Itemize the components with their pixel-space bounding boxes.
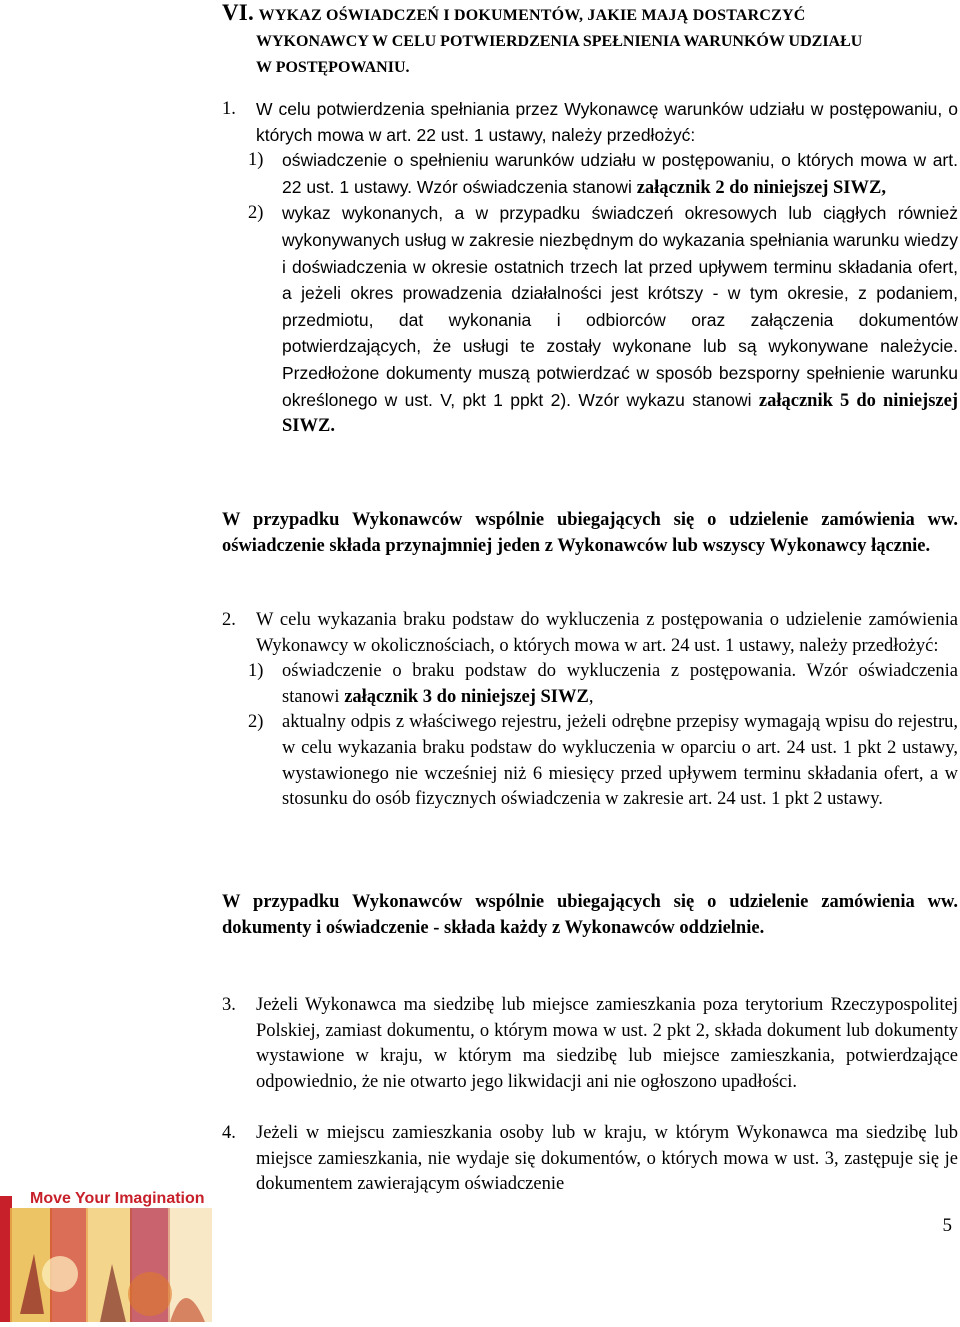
heading-number: VI. (222, 0, 254, 25)
page-number: 5 (942, 1215, 952, 1236)
section-4 (222, 1121, 958, 1198)
section-2-item-2-number: 2) (248, 712, 264, 733)
section-1-item-1-text: oświadczenie o spełnieniu warunków udziału w postępowaniu, o których mowa w art. 22 ust. 1 ustawy. Wzór oświadczenia stanowi (282, 150, 958, 197)
section-2-item-2: aktualny odpis z właściwego rejestru, jeżeli odrębne przepisy wymagają wpisu do rejestru, w celu wykazania braku podstaw do wykluczenia w oparciu o art. 24 ust. 1 pkt 2 ustawy, wystawionego nie wcześniej niż 6 miesięcy przed upływem terminu składania ofert, a w stosunku do osób fizycznych oświadczenia w zakresie art. 24 ust. 1 pkt 2 ustawy. (282, 712, 958, 810)
section-1-item-1-number: 1) (248, 150, 264, 171)
note-1: W przypadku Wykonawców wspólnie ubiegających się o udzielenie zamówienia ww. oświadczenie składa przynajmniej jeden z Wykonawców lub wszyscy Wykonawcy łącznie. (222, 510, 958, 556)
section-2 (222, 608, 958, 813)
section-1 (222, 97, 958, 440)
section-1-intro: W celu potwierdzenia spełniania przez Wykonawcę warunków udziału w postępowaniu, o których mowa w art. 22 ust. 1 ustawy, należy przedłożyć: (256, 99, 958, 145)
section-1-item-1-bold: załącznik 2 do niniejszej SIWZ, (636, 177, 886, 198)
section-2-intro: W celu wykazania braku podstaw do wykluczenia z postępowania o udzielenie zamówienia Wykonawcy w okolicznościach, o których mowa w art. 24 ust. 1 ustawy, należy przedłożyć: (256, 610, 958, 656)
section-1-item-2-bold: załącznik 5 do niniejszej SIWZ. (282, 390, 958, 437)
section-3-text: Jeżeli Wykonawca ma siedzibę lub miejsce zamieszkania poza terytorium Rzeczypospolitej Polskiej, zamiast dokumentu, o którym mowa w ust. 2 pkt 2, składa dokument lub dokumenty wystawione w kraju, w którym ma siedzibę lub miejsce zamieszkania, potwierdzające odpowiednio, że nie otwarto jego likwidacji ani nie ogłoszono upadłości. (256, 995, 958, 1092)
section-2-item-1-end: , (588, 686, 594, 707)
section-3-number: 3. (222, 995, 236, 1015)
section-2-item-1-number: 1) (248, 661, 264, 682)
section-3 (222, 993, 958, 1095)
section-4-number: 4. (222, 1123, 236, 1143)
section-1-number: 1. (222, 99, 236, 119)
section-1-item-1 (282, 148, 958, 201)
section-heading (222, 0, 958, 81)
heading-line-2: WYKONAWCY W CELU POTWIERDZENIA SPEŁNIENIA WARUNKÓW UDZIAŁU (256, 33, 863, 50)
logo-graphic (0, 1184, 212, 1322)
heading-line-1: WYKAZ OŚWIADCZEŃ I DOKUMENTÓW, JAKIE MAJĄ DOSTARCZYĆ (258, 7, 806, 24)
section-2-number: 2. (222, 610, 236, 630)
logo-text: Move Your Imagination (30, 1190, 205, 1207)
section-4-text: Jeżeli w miejscu zamieszkania osoby lub w kraju, w którym Wykonawca ma siedzibę lub miejsce zamieszkania, nie wydaje się dokumentów, o których mowa w ust. 3, zastępuje się je dokumentem zawierającym oświadczenie (256, 1123, 958, 1195)
section-2-item-1-text: oświadczenie o braku podstaw do wykluczenia z postępowania. Wzór oświadczenia stanowi (282, 661, 958, 707)
move-your-imagination-logo (0, 1184, 212, 1322)
note-2: W przypadku Wykonawców wspólnie ubiegających się o udzielenie zamówienia ww. dokumenty i oświadczenie - składa każdy z Wykonawców oddzielnie. (222, 892, 958, 938)
section-2-item-1-bold: załącznik 3 do niniejszej SIWZ (344, 686, 589, 707)
section-1-item-2-number: 2) (248, 203, 264, 224)
section-1-item-2-text: wykaz wykonanych, a w przypadku świadczeń okresowych lub ciągłych również wykonywanych usług w zakresie niezbędnym do wykazania spełniania warunku wiedzy i doświadczenia w okresie ostatnich trzech lat przed upływem terminu składania ofert, a jeżeli okres prowadzenia działalności jest krótszy - w tym okresie, z podaniem, przedmiotu, dat wykonania i odbiorców oraz załączenia dokumentów potwierdzających, że usługi te zostały wykonane lub są wykonywane należycie. Przedłożone dokumenty muszą potwierdzać w sposób bezsporny spełnienie warunku określonego w ust. V, pkt 1 ppkt 2). Wzór wykazu stanowi (282, 203, 958, 410)
section-1-item-2 (282, 201, 958, 439)
section-2-item-1 (282, 659, 958, 710)
heading-line-3: W POSTĘPOWANIU. (256, 59, 410, 76)
